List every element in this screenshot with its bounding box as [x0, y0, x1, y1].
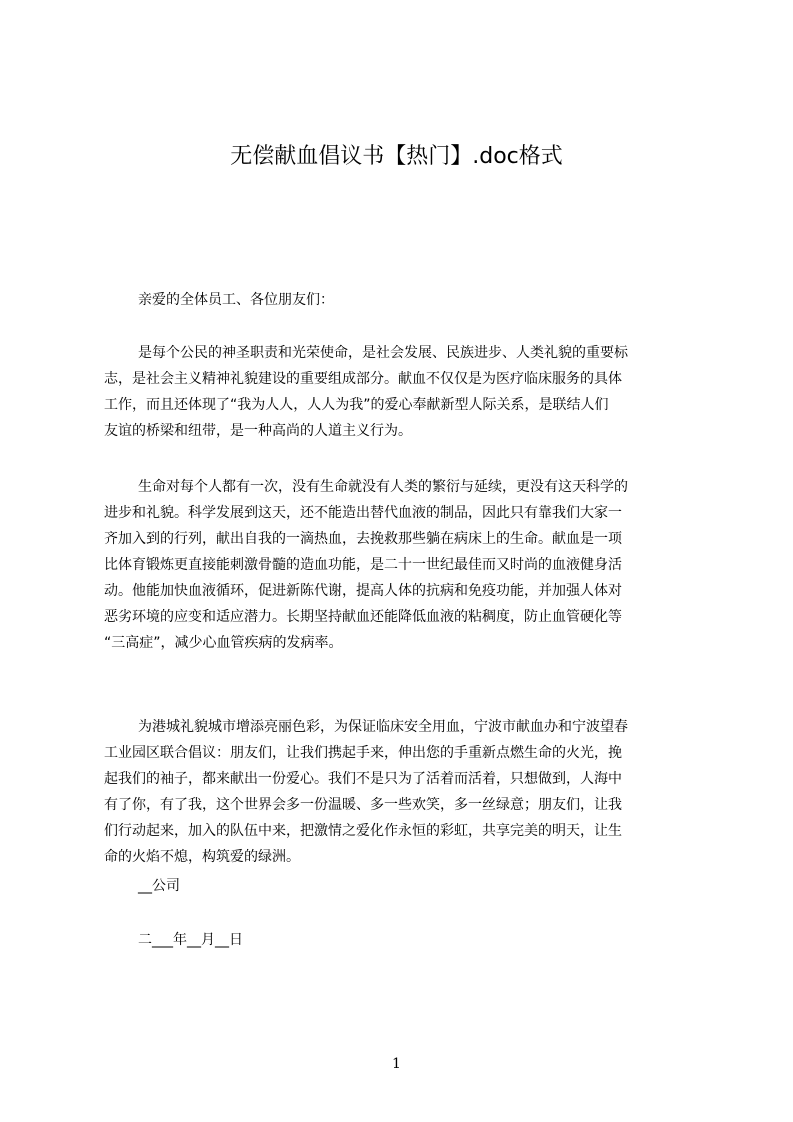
salutation: 亲爱的全体员工、各位朋友们： [138, 292, 334, 308]
page-number: 1 [392, 1056, 401, 1072]
paragraph-line: 工业园区联合倡议：朋友们，让我们携起手来，伸出您的手重新点燃生命的火光，挽 [104, 745, 622, 761]
paragraph-line: 比体育锻炼更直接能刺激骨髓的造血功能，是二十一世纪最佳而又时尚的血液健身活 [104, 557, 622, 573]
paragraph-3 [104, 714, 704, 870]
paragraph-line: 有了你，有了我，这个世界会多一份温暖、多一些欢笑，多一丝绿意；朋友们，让我 [104, 797, 622, 813]
document-title: 无偿献血倡议书【热门】.doc格式 [230, 144, 563, 169]
paragraph-line: 进步和礼貌。科学发展到这天，还不能造出替代血液的制品，因此只有靠我们大家一 [104, 505, 622, 521]
paragraph-line: 友谊的桥梁和纽带，是一种高尚的人道主义行为。 [104, 423, 412, 439]
paragraph-line: 生命对每个人都有一次，没有生命就没有人类的繁衍与延续，更没有这天科学的 [138, 479, 628, 495]
paragraph-1 [104, 340, 704, 444]
signature-date: 二___年__月__日 [138, 932, 243, 948]
paragraph-line: 工作，而且还体现了“我为人人，人人为我”的爱心奉献新型人际关系，是联结人们 [104, 397, 609, 413]
paragraph-2 [104, 474, 704, 656]
paragraph-line: 是每个公民的神圣职责和光荣使命，是社会发展、民族进步、人类礼貌的重要标 [138, 345, 628, 361]
paragraph-line: 恶劣环境的应变和适应潜力。长期坚持献血还能降低血液的粘稠度，防止血管硬化等 [104, 609, 622, 625]
paragraph-line: 为港城礼貌城市增添亮丽色彩，为保证临床安全用血，宁波市献血办和宁波望春 [138, 719, 628, 735]
paragraph-line: 命的火焰不熄，构筑爱的绿洲。 [104, 849, 300, 865]
paragraph-line: 齐加入到的行列，献出自我的一滴热血，去挽救那些躺在病床上的生命。献血是一项 [104, 531, 622, 547]
paragraph-line: 志，是社会主义精神礼貌建设的重要组成部分。献血不仅仅是为医疗临床服务的具体 [104, 371, 622, 387]
paragraph-line: “三高症”，减少心血管疾病的发病率。 [104, 635, 343, 651]
paragraph-line: 动。他能加快血液循环，促进新陈代谢，提高人体的抗病和免疫功能，并加强人体对 [104, 583, 622, 599]
signature-company: __公司 [138, 878, 180, 894]
paragraph-line: 们行动起来，加入的队伍中来，把激情之爱化作永恒的彩虹，共享完美的明天，让生 [104, 823, 622, 839]
paragraph-line: 起我们的袖子，都来献出一份爱心。我们不是只为了活着而活着，只想做到，人海中 [104, 771, 622, 787]
